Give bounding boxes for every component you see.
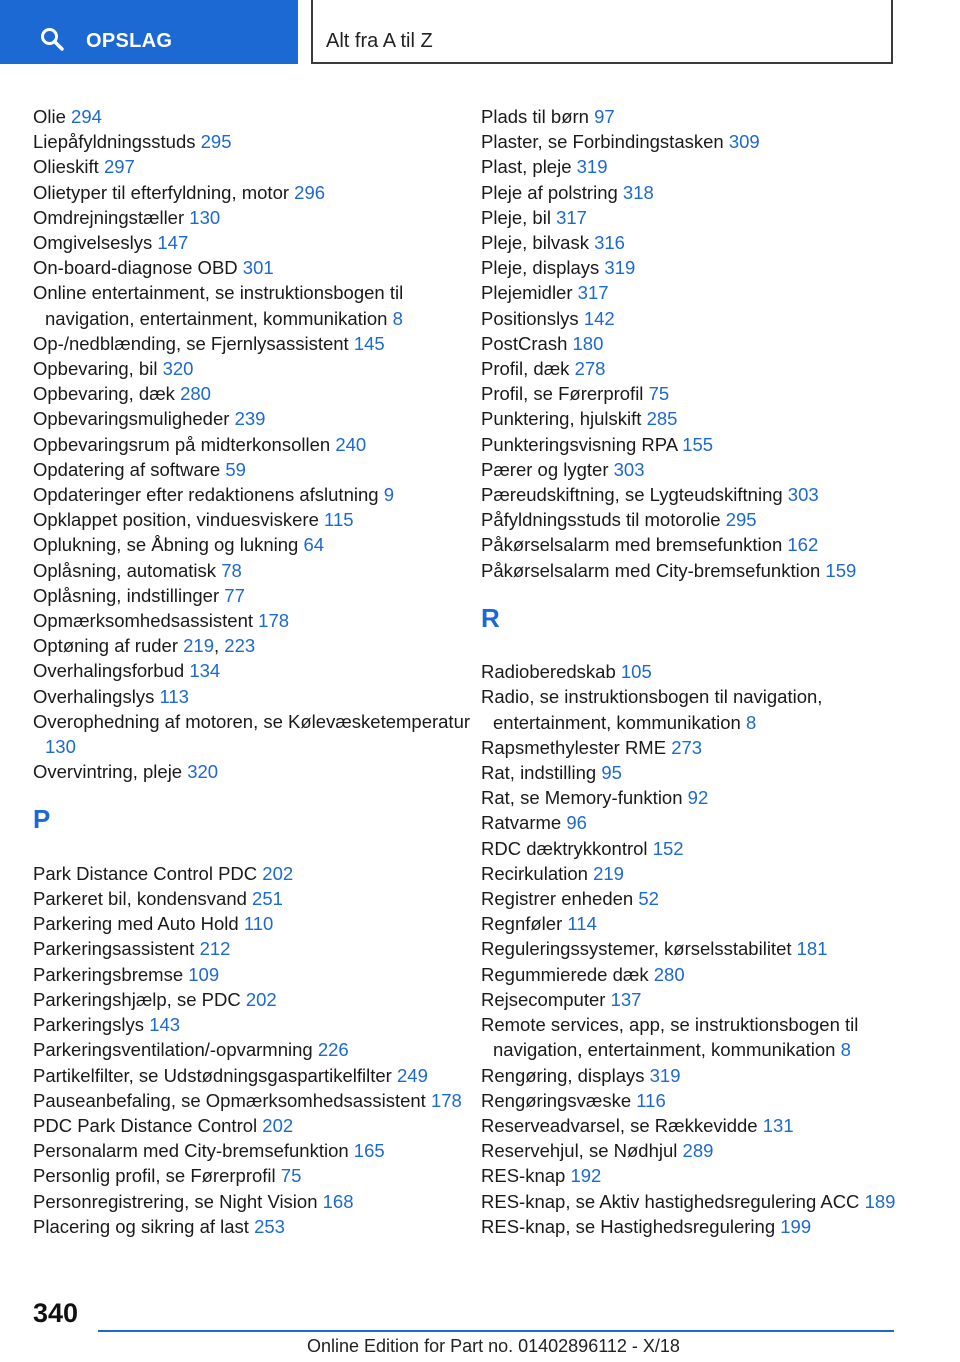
index-entry	[33, 709, 473, 759]
index-term: Opbevaringsrum på midterkonsollen	[33, 433, 331, 455]
page-link[interactable]: 152	[652, 837, 684, 859]
index-term: Olietyper til efterfyldning, motor	[33, 181, 290, 203]
index-term: Online entertainment, se instruktionsbogen til navigation, entertainment, kommunikation	[33, 282, 404, 329]
index-term: Parkeringshjælp, se PDC	[33, 988, 241, 1010]
index-term: Reservehjul, se Nødhjul	[481, 1140, 678, 1162]
index-term: Plejemidler	[481, 282, 573, 304]
index-term: Registrer enheden	[481, 888, 634, 910]
index-entry	[481, 760, 921, 785]
index-term: Profil, dæk	[481, 358, 570, 380]
page-link[interactable]: 77	[224, 584, 245, 606]
page-link[interactable]: 223	[224, 635, 256, 657]
index-term: Regummierede dæk	[481, 963, 649, 985]
index-entry	[481, 987, 921, 1012]
index-entry	[481, 659, 921, 684]
page-link[interactable]: 59	[225, 458, 246, 480]
page-link[interactable]: 240	[335, 433, 367, 455]
section-title: Alt fra A til Z	[326, 30, 433, 52]
page-link[interactable]: 143	[149, 1014, 181, 1036]
index-entry	[33, 205, 473, 230]
index-entry	[481, 861, 921, 886]
index-term: Profil, se Førerprofil	[481, 383, 644, 405]
index-entry	[33, 962, 473, 987]
index-entry	[481, 457, 921, 482]
index-entry	[481, 482, 921, 507]
index-term: Partikelfilter, se Udstødningsgaspartikelfilter	[33, 1064, 392, 1086]
index-term: Pleje af polstring	[481, 181, 618, 203]
index-entry	[481, 356, 921, 381]
index-entry	[481, 558, 921, 583]
index-term: Pleje, bil	[481, 206, 551, 228]
page-link[interactable]: 295	[725, 509, 757, 531]
index-entry	[481, 1113, 921, 1138]
index-entry	[481, 230, 921, 255]
page-link[interactable]: 319	[576, 156, 608, 178]
index-term: Ratvarme	[481, 812, 562, 834]
index-term: Overvintring, pleje	[33, 761, 183, 783]
footer-divider	[98, 1330, 894, 1332]
page-link[interactable]: 147	[157, 232, 189, 254]
index-term: Olieskift	[33, 156, 99, 178]
page-number: 340	[33, 1298, 79, 1328]
index-entry	[33, 987, 473, 1012]
index-term: Punkteringsvisning RPA	[481, 433, 678, 455]
index-term: Plaster, se Forbindingstasken	[481, 131, 724, 153]
index-entry	[33, 886, 473, 911]
page-link[interactable]: 289	[682, 1140, 714, 1162]
index-term: Olie	[33, 106, 66, 127]
index-entry	[481, 104, 921, 129]
index-entry	[33, 759, 473, 784]
page-link[interactable]: 130	[45, 736, 76, 758]
index-entry	[33, 507, 473, 532]
index-entry	[481, 255, 921, 280]
index-entry	[33, 1012, 473, 1037]
index-term: Parkeringsventilation/-opvarmning	[33, 1039, 313, 1061]
index-entry	[33, 1063, 473, 1088]
page-link[interactable]: 145	[353, 332, 385, 354]
index-entry	[481, 1088, 921, 1113]
page-link[interactable]: 294	[71, 106, 102, 127]
index-entry	[481, 507, 921, 532]
index-entry	[33, 1113, 473, 1138]
index-term: Parkeringslys	[33, 1014, 145, 1036]
index-entry	[33, 255, 473, 280]
index-term: RDC dæktrykkontrol	[481, 837, 648, 859]
page-link[interactable]: 199	[780, 1215, 812, 1237]
index-term: RES-knap	[481, 1165, 566, 1187]
index-entry	[481, 735, 921, 760]
index-entry	[481, 936, 921, 961]
page-link[interactable]: 202	[245, 988, 277, 1010]
page-link[interactable]: 219	[183, 635, 215, 657]
index-term: Rapsmethylester RME	[481, 736, 667, 758]
index-entry	[481, 785, 921, 810]
section-tab[interactable]	[311, 0, 893, 64]
index-column-right	[481, 104, 921, 1239]
index-term: Placering og sikring af last	[33, 1215, 249, 1237]
index-term: Overophedning af motoren, se Kølevæsketemperatur	[33, 710, 471, 732]
index-term: Positionslys	[481, 307, 579, 329]
index-entry	[481, 306, 921, 331]
index-entry	[33, 911, 473, 936]
page-link[interactable]: 301	[242, 257, 274, 279]
index-term: Opbevaringsmuligheder	[33, 408, 230, 430]
page-link[interactable]: 212	[199, 938, 231, 960]
page-link[interactable]: 320	[162, 358, 194, 380]
index-term: Pæreudskiftning, se Lygteudskiftning	[481, 484, 783, 506]
index-term: Rejsecomputer	[481, 988, 606, 1010]
index-term: Pærer og lygter	[481, 458, 609, 480]
index-term: Omdrejningstæller	[33, 206, 185, 228]
page-link[interactable]: 165	[353, 1140, 385, 1162]
page-link[interactable]: 296	[294, 181, 326, 203]
page-link[interactable]: 202	[262, 862, 294, 884]
page-link[interactable]: 317	[577, 282, 609, 304]
index-term: Rat, se Memory-funktion	[481, 787, 683, 809]
page-link[interactable]: 202	[262, 1114, 294, 1136]
page-link[interactable]: 75	[648, 383, 670, 405]
page-link[interactable]: 285	[646, 408, 678, 430]
index-entry	[481, 532, 921, 557]
index-term: PostCrash	[481, 332, 568, 354]
page-link[interactable]: 8	[392, 307, 403, 329]
page-link[interactable]: 142	[583, 307, 615, 329]
page-link[interactable]: 96	[566, 812, 587, 834]
page-link[interactable]: 318	[622, 181, 654, 203]
index-entry	[33, 558, 473, 583]
index-entry	[33, 658, 473, 683]
index-term: Parkeringsbremse	[33, 963, 184, 985]
index-entry	[33, 482, 473, 507]
index-term: Reguleringssystemer, kørselsstabilitet	[481, 938, 792, 960]
index-entry	[481, 886, 921, 911]
page-link[interactable]: 95	[601, 762, 622, 784]
index-term: Oplåsning, indstillinger	[33, 584, 220, 606]
index-term: Pleje, displays	[481, 257, 600, 279]
index-term: Optøning af ruder	[33, 635, 178, 657]
index-entry	[33, 381, 473, 406]
index-term: Recirkulation	[481, 862, 588, 884]
page-link[interactable]: 239	[234, 408, 266, 430]
page-link[interactable]: 78	[221, 559, 242, 581]
index-entry	[33, 1088, 473, 1113]
footer-edition: Online Edition for Part no. 01402896112 - X/18	[307, 1336, 680, 1356]
page-link[interactable]: 280	[653, 963, 685, 985]
page-link[interactable]: 319	[649, 1064, 681, 1086]
index-entry	[33, 457, 473, 482]
index-entry	[481, 1189, 921, 1214]
index-term: Radioberedskab	[481, 661, 616, 683]
page-link[interactable]: 178	[258, 610, 290, 632]
index-term: Personregistrering, se Night Vision	[33, 1190, 318, 1212]
index-entry	[33, 406, 473, 431]
index-entry	[33, 104, 473, 129]
index-term: Opbevaring, bil	[33, 358, 158, 380]
index-entry	[33, 331, 473, 356]
page-link[interactable]: 295	[200, 131, 232, 153]
search-icon	[40, 27, 64, 51]
index-term: Oplåsning, automatisk	[33, 559, 217, 581]
search-tab-label: OPSLAG	[86, 30, 173, 52]
page-link[interactable]: 9	[383, 484, 394, 506]
index-term: Opdateringer efter redaktionens afslutning	[33, 484, 379, 506]
page-link[interactable]: 249	[397, 1064, 428, 1086]
page-link[interactable]: 226	[317, 1039, 349, 1061]
index-term: Punktering, hjulskift	[481, 408, 642, 430]
index-entry	[481, 154, 921, 179]
page-link[interactable]: 113	[159, 685, 189, 707]
index-entry	[481, 1214, 921, 1239]
index-entry	[33, 356, 473, 381]
page-link[interactable]: 116	[636, 1089, 666, 1111]
index-entry	[481, 129, 921, 154]
page-link[interactable]: 159	[825, 559, 857, 581]
page-link[interactable]: 192	[570, 1165, 602, 1187]
page-link[interactable]: 180	[572, 332, 604, 354]
index-term: Påfyldningsstuds til motorolie	[481, 509, 721, 531]
page-link[interactable]: 115	[324, 509, 354, 531]
index-term: Parkering med Auto Hold	[33, 913, 239, 935]
page-link[interactable]: 52	[638, 888, 659, 910]
index-term: Oplukning, se Åbning og lukning	[33, 534, 299, 556]
index-entry	[481, 180, 921, 205]
index-term: Radio, se instruktionsbogen til navigation, entertainment, kommunikation	[481, 686, 823, 733]
index-term: Remote services, app, se instruktionsbogen til navigation, entertainment, kommunikation	[481, 1014, 859, 1061]
index-entry	[481, 432, 921, 457]
index-entry	[481, 836, 921, 861]
index-term: Påkørselsalarm med City-bremsefunktion	[481, 559, 821, 581]
index-entry	[481, 1163, 921, 1188]
index-term: PDC Park Distance Control	[33, 1114, 258, 1136]
page-link[interactable]: 8	[745, 711, 757, 733]
page-link[interactable]: 253	[254, 1215, 285, 1237]
index-entry	[33, 936, 473, 961]
index-term: Opklappet position, vinduesviskere	[33, 509, 319, 531]
index-term: Reserveadvarsel, se Rækkevidde	[481, 1114, 758, 1136]
page-link[interactable]: 109	[188, 963, 220, 985]
index-entry	[33, 684, 473, 709]
page-link[interactable]: 114	[567, 913, 597, 935]
index-term: Op-/nedblænding, se Fjernlysassistent	[33, 332, 349, 354]
page-link[interactable]: 319	[604, 257, 636, 279]
index-entry	[481, 406, 921, 431]
index-term: Rengøring, displays	[481, 1064, 645, 1086]
index-entry	[33, 608, 473, 633]
index-term: Parkeringsassistent	[33, 938, 195, 960]
index-term: Personlig profil, se Førerprofil	[33, 1165, 276, 1187]
index-term: Personalarm med City-bremsefunktion	[33, 1140, 349, 1162]
section-letter: R	[481, 602, 500, 633]
page-link[interactable]: 273	[671, 736, 703, 758]
page-link[interactable]: 303	[787, 484, 819, 506]
index-entry	[33, 532, 473, 557]
index-entry	[33, 129, 473, 154]
index-entry	[481, 1012, 921, 1062]
index-entry	[33, 230, 473, 255]
index-entry	[481, 1063, 921, 1088]
index-term: RES-knap, se Aktiv hastighedsregulering ACC	[481, 1190, 860, 1212]
index-term: Opdatering af software	[33, 458, 221, 480]
index-entry	[33, 154, 473, 179]
search-tab[interactable]	[0, 0, 298, 64]
page-link[interactable]: 303	[613, 458, 645, 480]
index-term: Liepåfyldningsstuds	[33, 131, 196, 153]
page-link[interactable]: 320	[187, 761, 219, 783]
index-column-left	[33, 104, 473, 1239]
index-entry	[481, 684, 921, 734]
index-entry	[481, 331, 921, 356]
page-link[interactable]: 155	[682, 433, 714, 455]
index-term: Park Distance Control PDC	[33, 862, 258, 884]
index-term: Overhalingsforbud	[33, 660, 185, 682]
index-entry	[33, 861, 473, 886]
index-entry	[481, 381, 921, 406]
index-term: Påkørselsalarm med bremsefunktion	[481, 534, 783, 556]
page-link[interactable]: 297	[103, 156, 135, 178]
index-term: Rengøringsvæske	[481, 1089, 632, 1111]
index-term: Pleje, bilvask	[481, 232, 589, 254]
page-link[interactable]: 131	[762, 1114, 794, 1136]
page-link[interactable]: 189	[864, 1190, 896, 1212]
index-entry	[33, 1214, 473, 1239]
page-link[interactable]: 8	[840, 1039, 851, 1061]
index-term: Omgivelseslys	[33, 232, 153, 254]
index-term: Opmærksomhedsassistent	[33, 610, 254, 632]
page-link[interactable]: 110	[243, 913, 274, 935]
page-link[interactable]: 309	[728, 131, 760, 153]
page-link[interactable]: 168	[322, 1190, 354, 1212]
index-term: Regnføler	[481, 913, 563, 935]
page-link[interactable]: 130	[189, 206, 221, 228]
index-term: Pauseanbefaling, se Opmærksomhedsassistent	[33, 1089, 426, 1111]
page-link[interactable]: 162	[787, 534, 819, 556]
index-entry	[33, 432, 473, 457]
page-link[interactable]: 64	[303, 534, 325, 556]
index-term: Plast, pleje	[481, 156, 572, 178]
page-link[interactable]: 278	[574, 358, 606, 380]
page-link[interactable]: 75	[280, 1165, 302, 1187]
index-entry	[481, 280, 921, 305]
page-link[interactable]: 316	[594, 232, 625, 254]
index-term: Opbevaring, dæk	[33, 383, 175, 405]
index-entry	[481, 911, 921, 936]
page-link[interactable]: 137	[610, 988, 642, 1010]
page-link[interactable]: 181	[796, 938, 828, 960]
page-link[interactable]: 178	[430, 1089, 462, 1111]
page-link[interactable]: 280	[180, 383, 211, 405]
index-entry	[33, 180, 473, 205]
section-letter: P	[33, 804, 51, 835]
index-term: RES-knap, se Hastighedsregulering	[481, 1215, 776, 1237]
page-link[interactable]: 219	[593, 862, 624, 884]
index-entry	[481, 1138, 921, 1163]
index-entry	[481, 205, 921, 230]
index-entry	[481, 962, 921, 987]
index-entry: Optøning af ruder 219, 223	[33, 635, 256, 657]
page-link[interactable]: 251	[252, 888, 283, 910]
index-entry	[33, 1189, 473, 1214]
index-entry	[33, 280, 473, 330]
index-entry	[33, 1163, 473, 1188]
page-link[interactable]: 97	[594, 106, 615, 127]
index-entry	[33, 1138, 473, 1163]
index-term: Overhalingslys	[33, 685, 155, 707]
index-entry	[33, 1037, 473, 1062]
index-term: Plads til børn	[481, 106, 589, 127]
index-term: On-board-diagnose OBD	[33, 257, 238, 279]
index-entry	[481, 810, 921, 835]
index-term: Parkeret bil, kondensvand	[33, 888, 247, 910]
index-term: Rat, indstilling	[481, 762, 597, 784]
page-link[interactable]: 317	[556, 206, 587, 228]
page-link[interactable]: 105	[620, 661, 652, 683]
page-link[interactable]: 134	[189, 660, 221, 682]
index-entry	[33, 583, 473, 608]
page-link[interactable]: 92	[687, 787, 709, 809]
